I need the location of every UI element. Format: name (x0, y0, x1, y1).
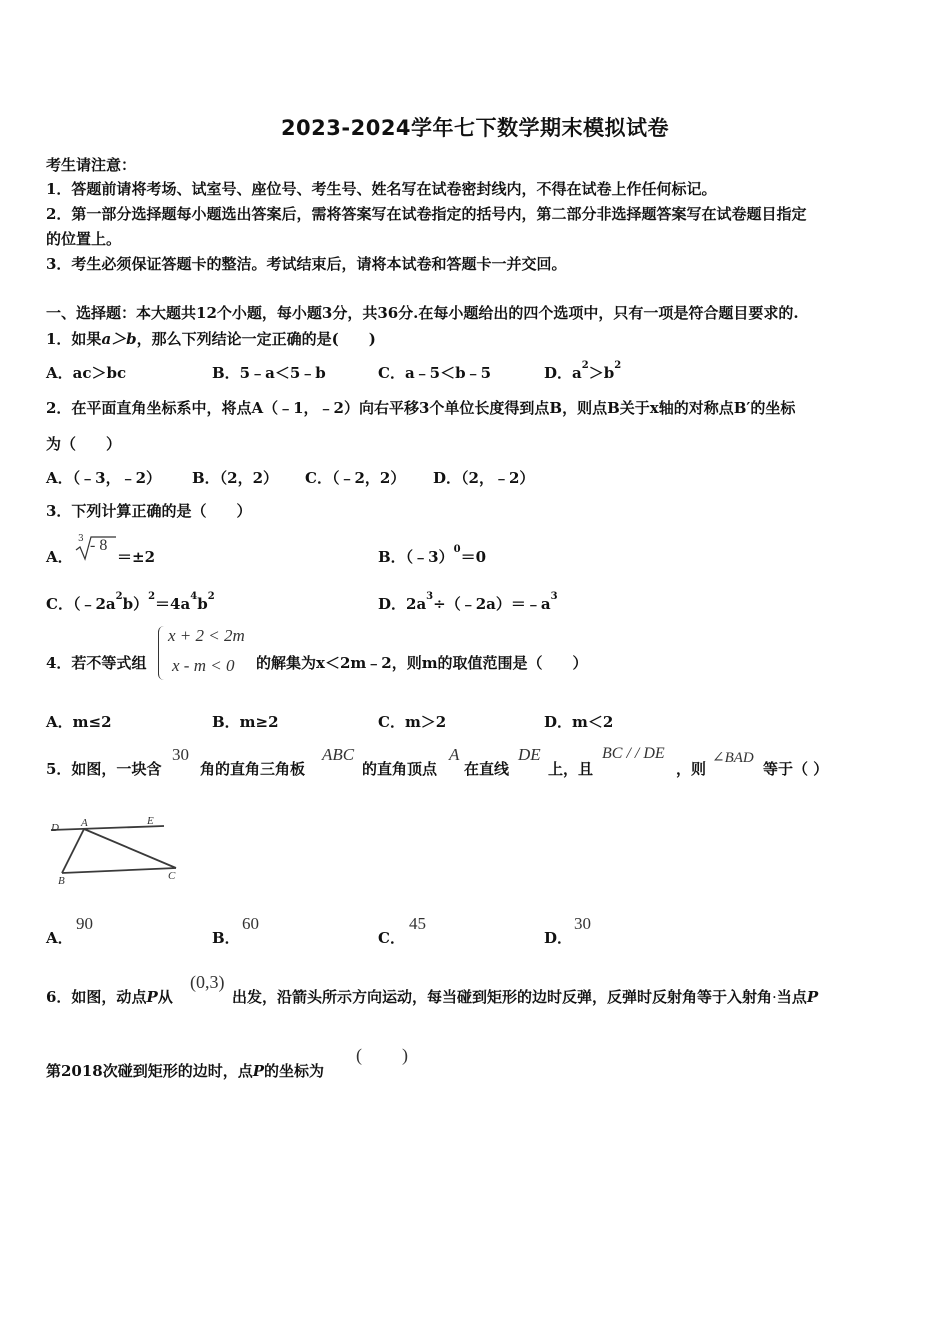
q5-option-b-label: B． (212, 929, 240, 947)
q2-option-c: C．（﹣2，2） (305, 469, 406, 487)
q3-b-rest: ＝0 (460, 548, 487, 566)
page-title: 2023-2024学年七下数学期末模拟试卷 (280, 116, 670, 140)
q6-line-2 (46, 1060, 324, 1081)
q1-d-sup-1: 2 (581, 360, 589, 371)
q6-line-1 (46, 986, 173, 1007)
triangle-figure (44, 810, 194, 890)
q6-t1: 6．如图，动点 (46, 988, 147, 1006)
q3-option-d (378, 593, 558, 614)
q3-c-label: C．（﹣2a (46, 595, 116, 613)
side-ac (84, 829, 176, 868)
q1-option-c: C．a﹣5＜b﹣5 (378, 364, 492, 382)
q5-text-1: 5．如图，一块含 (46, 760, 162, 778)
q3-d-exp2: 3 (550, 591, 558, 602)
q3-c-exp2: 2 (148, 591, 156, 602)
q5-option-b-value: 60 (242, 914, 259, 933)
q5-option-d-label: D． (544, 929, 573, 947)
notice-item-1: 1．答题前请将考场、试室号、座位号、考生号、姓名写在试卷密封线内，不得在试卷上作任何标记。 (46, 180, 717, 198)
q3-option-a-rest: ＝±2 (117, 548, 156, 566)
q1-post: ，那么下列结论一定正确的是( ) (136, 330, 376, 348)
q6-p2: P (806, 988, 819, 1006)
q5-option-c-value: 45 (409, 914, 426, 933)
q5-math-30: 30 (172, 745, 189, 764)
q6-dot: · (772, 988, 777, 1006)
label-b: B (58, 875, 65, 887)
q6-line-1-cont (232, 986, 818, 1007)
q4-stem-pre: 4．若不等式组 (46, 654, 147, 672)
q6-t2: 从 (157, 988, 173, 1006)
q6-line2-post: 的坐标为 (264, 1062, 325, 1080)
q3-c-exp1: 2 (115, 591, 123, 602)
q5-math-de: DE (518, 745, 541, 764)
q6-t3: 出发，沿箭头所示方向运动，每当碰到矩形的边时反弹，反弹时反射角等于入射角 (232, 988, 773, 1006)
q1-cond: a＞b (101, 330, 137, 348)
q3-root-index: 3 (78, 534, 84, 544)
label-d: D (51, 822, 59, 834)
q3-option-a-label: A． (46, 548, 73, 566)
q3-d-mid: ÷（﹣2a）＝﹣a (433, 595, 551, 613)
q5-text-3: 的直角顶点 (362, 760, 438, 778)
q1-option-a: A．ac＞bc (46, 364, 127, 382)
q5-text-2: 角的直角三角板 (200, 760, 306, 778)
q1-d-pre: D．a (544, 364, 582, 382)
side-bc (62, 868, 176, 873)
q5-text-7: 等于（ ） (763, 760, 829, 778)
q3-c-eq: ＝4a (155, 595, 191, 613)
q5-text-4: 在直线 (464, 760, 510, 778)
notice-item-2a: 2．第一部分选择题每小题选出答案后，需将答案写在试卷指定的括号内，第二部分非选择题答案写在试卷题目指定 (46, 205, 807, 223)
q5-text-5: 上，且 (548, 760, 594, 778)
q6-start-coord: (0,3) (190, 972, 225, 992)
question-2-line-1: 2．在平面直角坐标系中，将点A（﹣1，﹣2）向右平移3个单位长度得到点B，则点B关于x轴的对称点B′的坐标 (46, 399, 796, 417)
q5-option-a-value: 90 (76, 914, 93, 933)
q6-p3: P (252, 1062, 265, 1080)
q5-math-angle: ∠BAD (712, 750, 754, 766)
q2-option-a: A．（﹣3，﹣2） (46, 469, 162, 487)
q3-d-label: D．2a (378, 595, 427, 613)
q3-c-exp3: 4 (190, 591, 198, 602)
q2-option-b: B．（2，2） (192, 469, 279, 487)
label-e: E (147, 815, 154, 827)
q5-text-6: ，则 (676, 760, 707, 778)
q3-root-radicand: - 8 (90, 537, 108, 554)
q3-d-exp1: 3 (426, 591, 434, 602)
q1-d-sup-2: 2 (614, 360, 622, 371)
q4-option-b: B．m≥2 (212, 713, 279, 731)
q4-stem-post: 的解集为x＜2m﹣2，则m的取值范围是（ ） (256, 654, 588, 672)
q4-option-c: C．m＞2 (378, 713, 447, 731)
q2-option-d: D．（2，﹣2） (433, 469, 535, 487)
q6-line2-pre: 第2018次碰到矩形的边时，点 (46, 1062, 253, 1080)
q5-math-abc: ABC (322, 745, 355, 764)
q6-answer-paren-close: ) (402, 1045, 408, 1065)
question-3-stem: 3．下列计算正确的是（ ） (46, 502, 252, 520)
notice-item-3: 3．考生必须保证答题卡的整洁。考试结束后，请将本试卷和答题卡一并交回。 (46, 255, 567, 273)
q1-pre: 1．如果 (46, 330, 102, 348)
q4-inequality-2: x - m < 0 (172, 656, 235, 675)
q4-option-a: A．m≤2 (46, 713, 112, 731)
question-2-line-2: 为（ ） (46, 435, 122, 453)
q1-d-mid: ＞b (588, 364, 615, 382)
q6-p1: P (146, 988, 158, 1006)
q5-option-a-label: A． (46, 929, 73, 947)
q1-option-b: B．5﹣a＜5﹣b (212, 364, 326, 382)
q3-option-c (46, 593, 215, 614)
q6-t4: 当点 (776, 988, 807, 1006)
q5-option-d-value: 30 (574, 914, 591, 933)
label-c: C (168, 870, 176, 882)
q3-c-b: b (197, 595, 208, 613)
section-heading: 一、选择题：本大题共12个小题，每小题3分，共36分.在每小题给出的四个选项中，只有一项是符合题目要求的. (46, 304, 799, 322)
notice-item-2b: 的位置上。 (46, 230, 122, 248)
label-a: A (81, 817, 88, 829)
question-1-stem (46, 328, 376, 349)
q3-c-exp4: 2 (207, 591, 215, 602)
q5-math-a: A (449, 745, 460, 764)
q4-inequality-1: x + 2 < 2m (168, 626, 245, 645)
q3-option-b (378, 546, 486, 567)
q5-math-parallel: BC / / DE (602, 745, 665, 762)
q1-option-d (544, 362, 621, 383)
notice-heading: 考生请注意： (46, 156, 137, 174)
q3-b-label: B．（﹣3） (378, 548, 454, 566)
q6-answer-paren-open: ( (356, 1045, 362, 1065)
q5-option-c-label: C． (378, 929, 405, 947)
q4-option-d: D．m＜2 (544, 713, 614, 731)
q3-c-mid: b） (122, 595, 149, 613)
side-ab (62, 829, 84, 873)
q3-b-exp: 0 (453, 544, 461, 555)
